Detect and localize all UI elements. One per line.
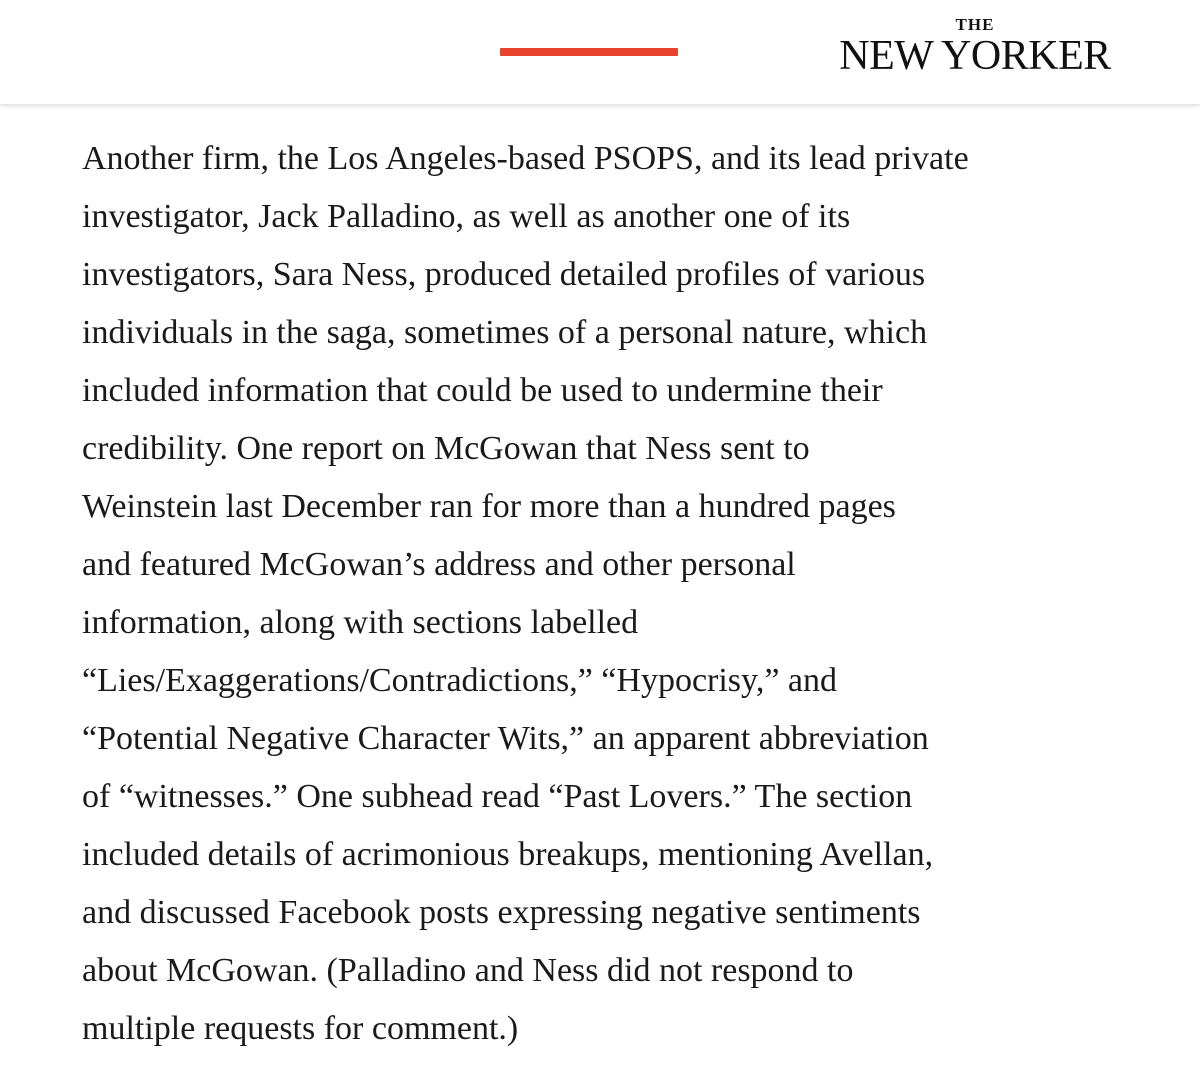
paragraph-line: and featured McGowan’s address and other personal [82, 546, 796, 583]
paragraph-line: of “witnesses.” One subhead read “Past Lovers.” The section [82, 778, 913, 815]
paragraph-line: “Lies/Exaggerations/Contradictions,” “Hypocrisy,” and [82, 662, 838, 699]
reading-progress-fill [500, 48, 678, 56]
paragraph-line: and discussed Facebook posts expressing negative sentiments [82, 894, 921, 931]
paragraph-line: about McGowan. (Palladino and Ness did not respond to [82, 952, 854, 989]
logo-name: NEW YORKER [839, 33, 1111, 79]
logo-the: THE [955, 15, 995, 34]
paragraph-line: included details of acrimonious breakups, mentioning Avellan, [82, 836, 934, 873]
paragraph-line: Another firm, the Los Angeles-based PSOPS, and its lead private [82, 140, 969, 177]
paragraph-line: information, along with sections labelled [82, 604, 639, 641]
paragraph-line: Weinstein last December ran for more than a hundred pages [82, 488, 896, 525]
paragraph-line: investigator, Jack Palladino, as well as another one of its [82, 198, 851, 235]
paragraph-line: credibility. One report on McGowan that Ness sent to [82, 430, 810, 467]
site-header [0, 0, 1200, 105]
paragraph-line: individuals in the saga, sometimes of a personal nature, which [82, 314, 928, 351]
paragraph-line: multiple requests for comment.) [82, 1010, 519, 1047]
paragraph-line: “Potential Negative Character Wits,” an apparent abbreviation [82, 720, 929, 757]
article-paragraph [82, 130, 1082, 1058]
new-yorker-logo[interactable] [830, 16, 1120, 78]
paragraph-line: included information that could be used to undermine their [82, 372, 883, 409]
paragraph-line: investigators, Sara Ness, produced detailed profiles of various [82, 256, 926, 293]
reading-progress-bar [500, 48, 678, 56]
